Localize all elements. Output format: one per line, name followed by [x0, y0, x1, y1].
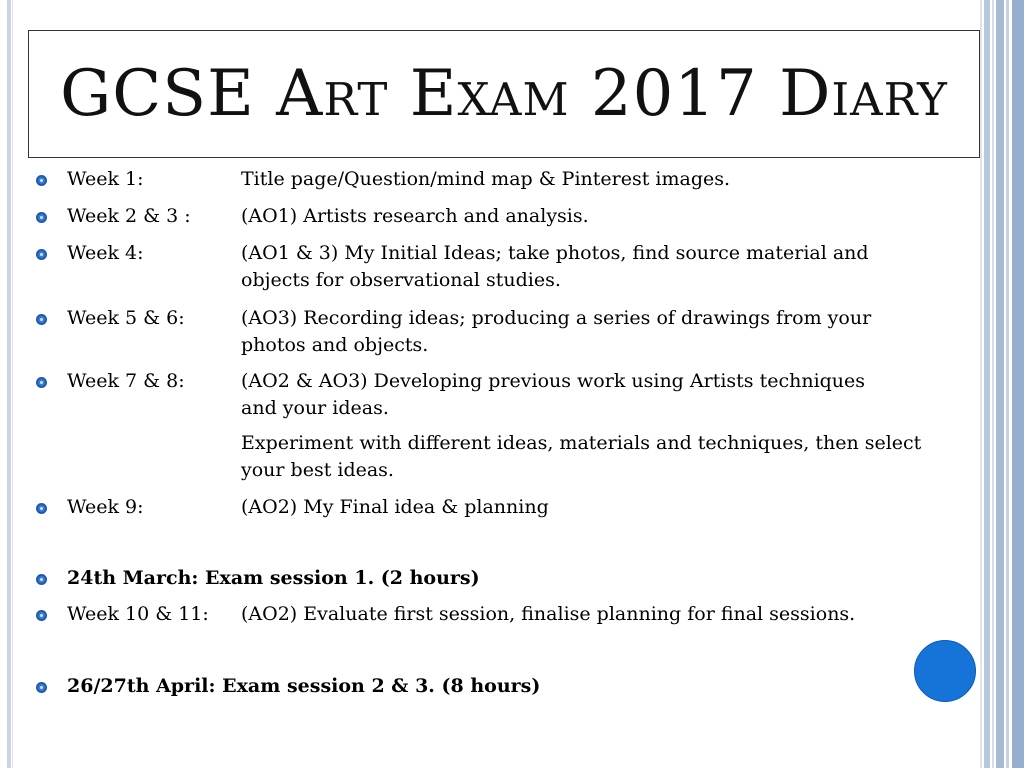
week-label: Week 1: — [67, 168, 144, 190]
bullet-icon — [36, 503, 47, 514]
week-description: (AO3) Recording ideas; producing a series of drawings from your photos and objects. — [241, 307, 872, 356]
week-description: (AO2) Evaluate first session, finalise planning for final sessions. — [241, 603, 856, 625]
bullet-icon — [36, 377, 47, 388]
left-rail-thin — [12, 0, 13, 768]
week-label: Week 7 & 8: — [67, 370, 185, 392]
right-rail-3 — [992, 0, 994, 768]
week-label: Week 10 & 11: — [67, 603, 209, 625]
exam-session-label: 26/27th April: Exam session 2 & 3. (8 hours) — [67, 675, 541, 697]
bullet-icon — [36, 610, 47, 621]
title-box — [28, 30, 980, 158]
right-rail-2 — [984, 0, 990, 768]
right-rail-4 — [996, 0, 1004, 768]
bullet-icon — [36, 175, 47, 186]
right-rail-6 — [1012, 0, 1024, 768]
week-description: (AO2) My Final idea & planning — [241, 496, 549, 518]
decorative-circle — [914, 640, 976, 702]
week-description: (AO1 & 3) My Initial Ideas; take photos, find source material and objects for observational studies. — [241, 242, 869, 291]
week-note: Experiment with different ideas, materials and techniques, then select your best ideas. — [241, 432, 922, 481]
week-label: Week 2 & 3 : — [67, 205, 191, 227]
week-label: Week 5 & 6: — [67, 307, 185, 329]
slide-title: GCSE Art Exam 2017 Diary — [60, 57, 948, 131]
left-rail-outer — [0, 0, 8, 768]
right-rail-1 — [980, 0, 982, 768]
week-description: Title page/Question/mind map & Pinterest images. — [241, 168, 731, 190]
bullet-icon — [36, 249, 47, 260]
week-label: Week 9: — [67, 496, 144, 518]
week-label: Week 4: — [67, 242, 144, 264]
exam-session-label: 24th March: Exam session 1. (2 hours) — [67, 567, 480, 589]
bullet-icon — [36, 682, 47, 693]
week-description: (AO2 & AO3) Developing previous work using Artists techniques and your ideas. — [241, 370, 866, 419]
bullet-icon — [36, 314, 47, 325]
right-rail-5 — [1006, 0, 1009, 768]
left-rail-inner — [8, 0, 11, 768]
bullet-icon — [36, 212, 47, 223]
week-description: (AO1) Artists research and analysis. — [241, 205, 589, 227]
bullet-icon — [36, 574, 47, 585]
